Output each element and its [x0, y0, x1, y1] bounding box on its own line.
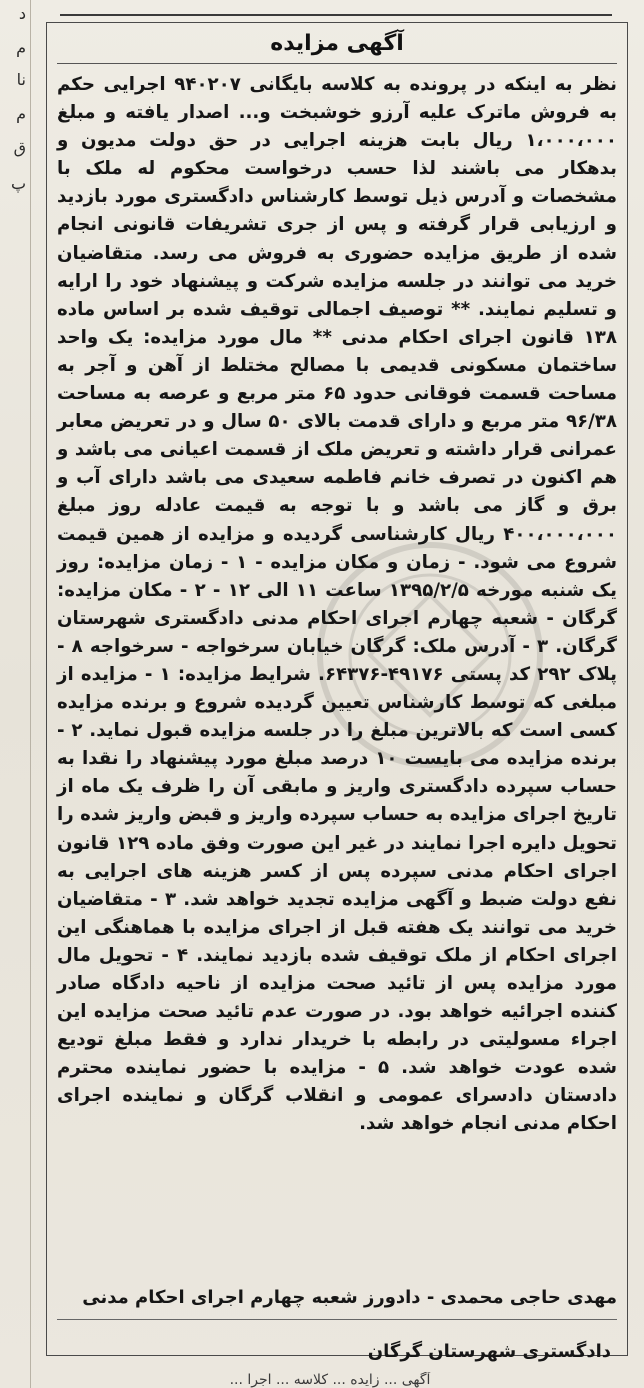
margin-fragment: م — [16, 38, 26, 57]
margin-fragment: نا — [16, 70, 26, 89]
ad-court: دادگستری شهرستان گرگان — [367, 1341, 611, 1362]
title-divider — [57, 63, 617, 64]
margin-fragment: م — [16, 104, 26, 123]
margin-fragment: د — [18, 4, 26, 23]
ad-title: آگهی مزایده — [270, 31, 404, 56]
adjacent-column-fragment — [0, 0, 31, 1388]
ad-body: نظر به اینکه در پرونده به کلاسه بایگانی ۹۴۰۲۰۷ اجرایی حکم به فروش ماترک علیه آرزو خوشبخت و... اصدار یافته و مبلغ ۱،۰۰۰،۰۰۰ ریال بابت هزینه اجرایی در حق دولت مدیون و بدهکار می باشند لذا حسب درخواست محکوم له ملک با مشخصات و آدرس ذیل توسط کارشناس دادگستری مورد بازدید و ارزیابی قرار گرفته و پس از جری تشریفات قانونی انجام شده از طریق مزایده حضوری به فروش می رسد. متقاضیان خرید می توانند در جلسه مزایده شرکت و پیشنهاد خود را ارایه و تسلیم نمایند. ** توصیف اجمالی توقیف شده بر اساس ماده ۱۳۸ قانون اجرای احکام مدنی ** مال مورد مزایده: یک واحد ساختمان مسکونی قدیمی با مصالح مختلط از آهن و آجر به مساحت قسمت فوقانی حدود ۶۵ متر مربع و عرصه به مساحت ۹۶/۳۸ متر مربع و دارای قدمت بالای ۵۰ سال و در تعریض معابر عمرانی قرار داشته و تعریض ملک از قسمت اعیانی می باشد و هم اکنون در تصرف خانم فاطمه سعیدی می باشد دارای آب و برق و گاز می باشد و با توجه به قیمت عادله روز مبلغ ۴۰۰،۰۰۰،۰۰۰ ریال کارشناسی گردیده و مزایده از همین قیمت شروع می شود. - زمان و مکان مزایده - ۱ - زمان مزایده: روز یک شنبه مورخه ۱۳۹۵/۲/۵ ساعت ۱۱ الی ۱۲ - ۲ - مکان مزایده: گرگان - شعبه چهارم اجرای احکام مدنی دادگستری شهرستان گرگان. ۳ - آدرس ملک: گرگان خیابان سرخواجه - سرخواجه ۸ - پلاک ۲۹۲ کد پستی ۴۹۱۷۶-۶۴۳۷۶. شرایط مزایده: ۱ - مزایده از مبلغی که توسط کارشناس تعیین گردیده شروع و برنده مزایده کسی است که بالاترین مبلغ را در جلسه مزایده قبول نماید. ۲ - برنده مزایده می بایست ۱۰ درصد مبلغ مورد پیشنهاد را نقدا به حساب سپرده دادگستری واریز و مابقی آن را ظرف یک ماه از تاریخ اجرای مزایده به حساب سپرده واریز و قبض واریز شده را تحویل دایره اجرا نمایند در غیر این صورت وفق ماده ۱۲۹ قانون اجرای احکام مدنی سپرده پس از کسر هزینه های اجرایی به نفع دولت ضبط و آگهی مزایده تجدید خواهد شد. ۳ - متقاضیان خرید می توانند یک هفته قبل از اجرای مزایده با هماهنگی این اجرای احکام از ملک توقیف شده بازدید نمایند. ۴ - تحویل مال مورد مزایده پس از تائید صحت مزایده از ناحیه دادگاه صادر کننده اجرائیه خواهد بود. در صورت عدم تائید صحت مزایده این اجراء مسولیتی در رابطه با خریدار ندارد و فقط مبلغ تودیع شده عودت خواهد شد. ۵ - مزایده با حضور نماینده محترم دادستان دادسرای عمومی و انقلاب گرگان و نماینده اجرای احکام مدنی انجام خواهد شد. — [57, 74, 618, 1135]
margin-fragment: ق — [13, 138, 26, 157]
next-ad-fragment: آگهی ... زایده ... کلاسه ... اجرا ... — [229, 1372, 431, 1388]
signature-divider — [57, 1319, 617, 1320]
margin-fragment: پ — [10, 174, 26, 193]
ad-signature: مهدی حاجی محمدی - دادورز شعبه چهارم اجرای احکام مدنی — [82, 1287, 617, 1308]
auction-ad — [46, 22, 628, 1362]
top-divider — [60, 14, 612, 16]
